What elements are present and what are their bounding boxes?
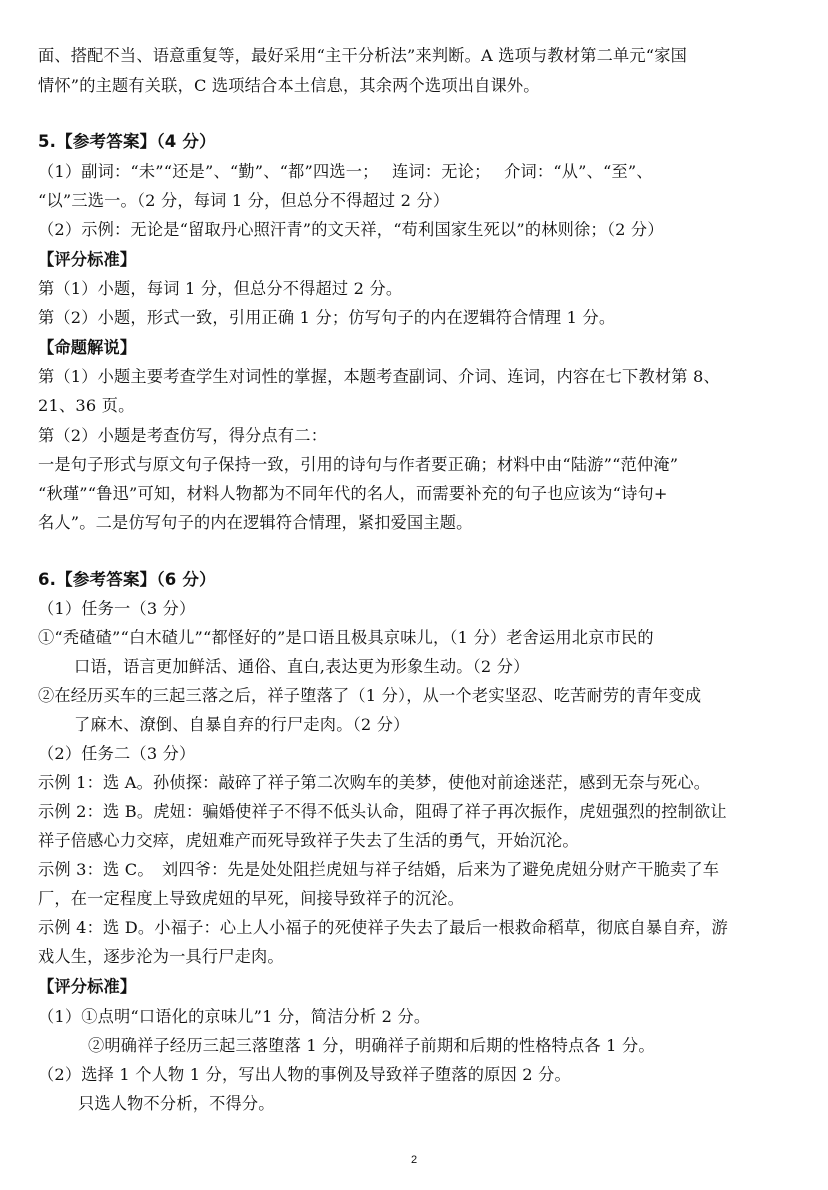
q5-criteria-1: 第（1）小题，每词 1 分，但总分不得超过 2 分。	[38, 279, 403, 298]
q6-example4-line1: 示例 4：选 D。小福子：心上人小福子的死使祥子失去了最后一根救命稻草，彻底自暴自弃，游	[38, 918, 728, 937]
q6-point2-line2: 了麻木、潦倒、自暴自弃的行尸走肉。（2 分）	[74, 715, 410, 734]
intro-line-1: 面、搭配不当、语意重复等，最好采用“主干分析法”来判断。A 选项与教材第二单元“家国	[38, 46, 687, 65]
q6-criteria-3: （2）选择 1 个人物 1 分，写出人物的事例及导致祥子堕落的原因 2 分。	[38, 1065, 571, 1084]
q5-explain-1-line1: 第（1）小题主要考查学生对词性的掌握，本题考查副词、介词、连词，内容在七下教材第 8、	[38, 367, 720, 386]
q5-explain-title: 【命题解说】	[38, 338, 137, 357]
q6-example2-line1: 示例 2：选 B。虎妞：骗婚使祥子不得不低头认命，阻碍了祥子再次振作，虎妞强烈的控制欲让	[38, 802, 727, 821]
q5-criteria-2: 第（2）小题，形式一致，引用正确 1 分；仿写句子的内在逻辑符合情理 1 分。	[38, 308, 616, 327]
q6-heading: 6.【参考答案】（6 分）	[38, 570, 216, 589]
q6-task2: （2）任务二（3 分）	[38, 744, 196, 763]
page-number: 2	[410, 1154, 418, 1166]
q6-criteria-4: 只选人物不分析，不得分。	[78, 1094, 275, 1113]
q5-explain-3-line2: “秋瑾”“鲁迅”可知，材料人物都为不同年代的名人，而需要补充的句子也应该为“诗句+	[38, 484, 668, 503]
q6-point1-line2: 口语，语言更加鲜活、通俗、直白,表达更为形象生动。（2 分）	[74, 657, 530, 676]
q6-example1: 示例 1：选 A。孙侦探：敲碎了祥子第二次购车的美梦，使他对前途迷茫，感到无奈与死心。	[38, 773, 711, 792]
q5-explain-1-line2: 21、36 页。	[38, 396, 135, 415]
q6-example3-line1: 示例 3：选 C。 刘四爷：先是处处阻拦虎妞与祥子结婚，后来为了避免虎妞分财产干脆卖了车	[38, 860, 720, 879]
q5-answer1-line1: （1）副词：“未”“还是”、“勤”、“都”四选一； 连词：无论； 介词：“从”、“至”、	[38, 162, 653, 181]
q6-example2-line2: 祥子倍感心力交瘁，虎妞难产而死导致祥子失去了生活的勇气，开始沉沦。	[38, 831, 579, 850]
intro-line-2: 情怀”的主题有关联，C 选项结合本土信息，其余两个选项出自课外。	[38, 76, 540, 95]
q5-answer2: （2）示例：无论是“留取丹心照汗青”的文天祥，“苟利国家生死以”的林则徐；（2 分）	[38, 220, 664, 239]
q6-point2-line1: ②在经历买车的三起三落之后，祥子堕落了（1 分），从一个老实坚忍、吃苦耐劳的青年变成	[38, 686, 702, 705]
q6-criteria-2: ②明确祥子经历三起三落堕落 1 分，明确祥子前期和后期的性格特点各 1 分。	[88, 1036, 655, 1055]
q5-explain-3-line1: 一是句子形式与原文句子保持一致，引用的诗句与作者要正确；材料中由“陆游”“范仲淹”	[38, 455, 679, 474]
q5-criteria-title: 【评分标准】	[38, 250, 137, 269]
q6-criteria-1: （1）①点明“口语化的京味儿”1 分，简洁分析 2 分。	[38, 1007, 431, 1026]
q6-criteria-title: 【评分标准】	[38, 977, 137, 996]
q6-task1: （1）任务一（3 分）	[38, 599, 196, 618]
q5-heading: 5.【参考答案】（4 分）	[38, 132, 216, 151]
q5-answer1-line2: “以”三选一。（2 分，每词 1 分，但总分不得超过 2 分）	[38, 191, 450, 210]
q5-explain-2: 第（2）小题是考查仿写，得分点有二：	[38, 426, 328, 445]
q6-example3-line2: 厂，在一定程度上导致虎妞的早死，间接导致祥子的沉沦。	[38, 889, 465, 908]
q6-point1-line1: ①“秃碴碴”“白木碴儿”“都怪好的”是口语且极具京味儿，（1 分）老舍运用北京市民的	[38, 628, 654, 647]
q5-explain-3-line3: 名人”。二是仿写句子的内在逻辑符合情理，紧扣爱国主题。	[38, 513, 473, 532]
q6-example4-line2: 戏人生，逐步沦为一具行尸走肉。	[38, 947, 284, 966]
